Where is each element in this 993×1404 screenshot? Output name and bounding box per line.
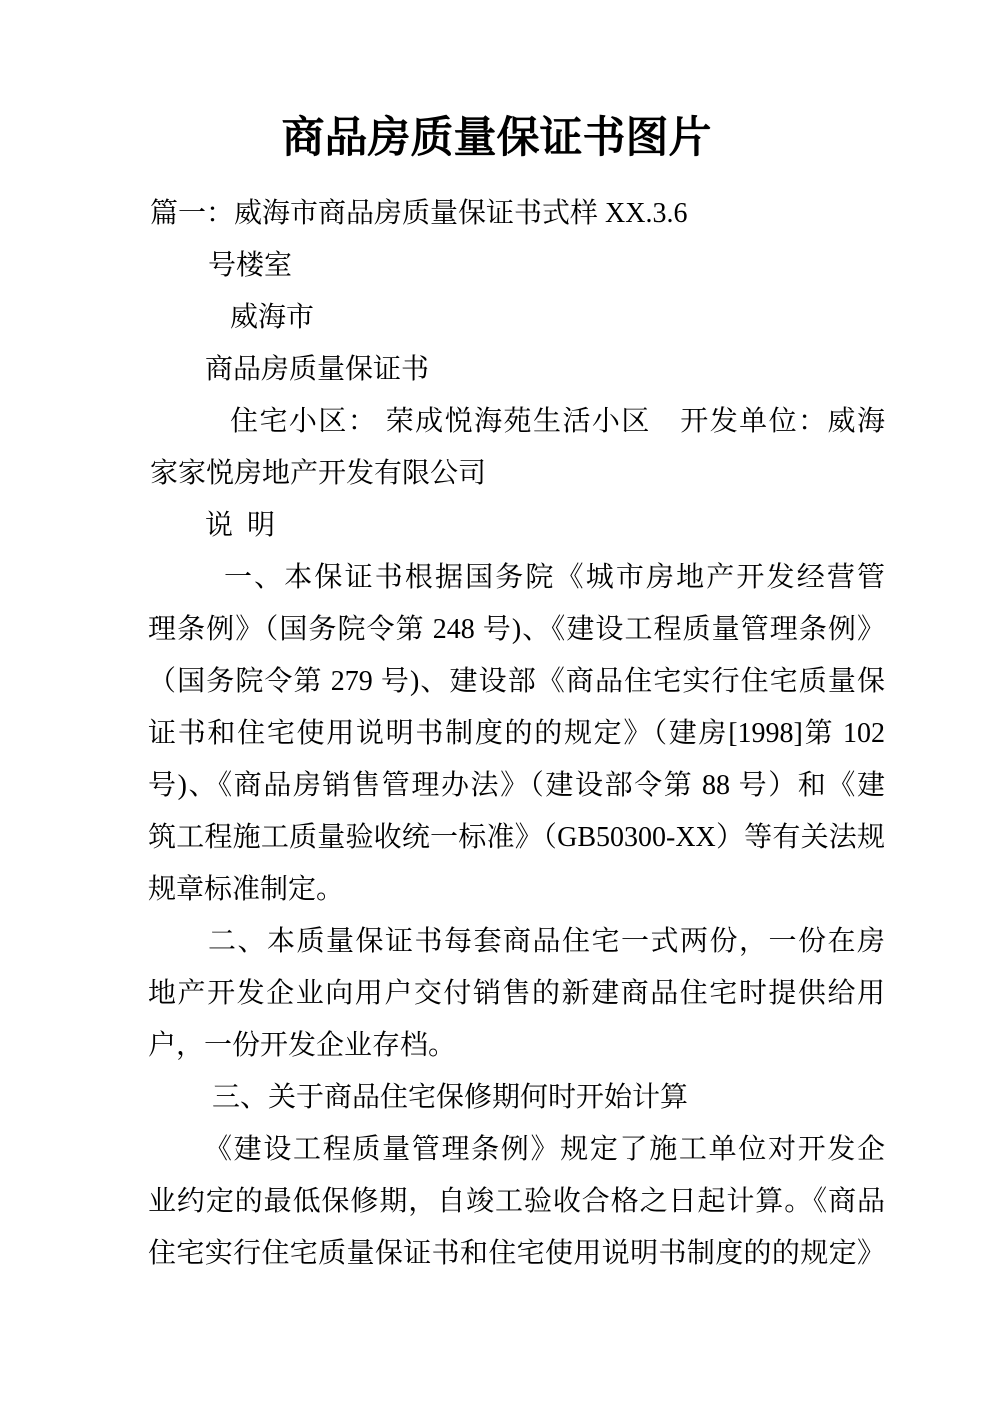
text-line: （国务院令第 279 号)、建设部《商品住宅实行住宅质量保 xyxy=(148,666,885,697)
text-line: 说 明 xyxy=(205,510,276,541)
text-line: 一、本保证书根据国务院《城市房地产开发经营管 xyxy=(224,562,885,593)
text-line: 业约定的最低保修期，自竣工验收合格之日起计算。《商品 xyxy=(148,1186,885,1217)
text-line: 威海市 xyxy=(230,302,315,333)
text-line: 号楼室 xyxy=(208,250,293,281)
text-line: 号)、《商品房销售管理办法》（建设部令第 88 号）和《建 xyxy=(148,770,885,801)
text-line: 证书和住宅使用说明书制度的的规定》（建房[1998]第 102 xyxy=(148,718,885,749)
text-line: 《建设工程质量管理条例》规定了施工单位对开发企 xyxy=(204,1134,885,1165)
text-line: 三、关于商品住宅保修期何时开始计算 xyxy=(212,1082,689,1113)
document-title: 商品房质量保证书图片 xyxy=(281,115,712,162)
text-line: 二、本质量保证书每套商品住宅一式两份，一份在房 xyxy=(208,926,885,957)
document-body xyxy=(148,188,885,1280)
text-line: 筑工程施工质量验收统一标准》（GB50300-XX）等有关法规 xyxy=(148,822,885,853)
text-line: 商品房质量保证书 xyxy=(205,354,430,385)
text-line: 住宅小区： 荣成悦海苑生活小区 开发单位：威海 xyxy=(230,406,885,437)
text-line: 地产开发企业向用户交付销售的新建商品住宅时提供给用 xyxy=(148,978,885,1009)
text-line: 住宅实行住宅质量保证书和住宅使用说明书制度的的规定》 xyxy=(148,1238,885,1269)
text-line: 理条例》（国务院令第 248 号)、《建设工程质量管理条例》 xyxy=(148,614,885,645)
text-line: 家家悦房地产开发有限公司 xyxy=(150,458,487,489)
text-line: 户，一份开发企业存档。 xyxy=(148,1030,457,1061)
text-line: 规章标准制定。 xyxy=(148,874,345,905)
text-line: 篇一：威海市商品房质量保证书式样 XX.3.6 xyxy=(150,198,688,229)
